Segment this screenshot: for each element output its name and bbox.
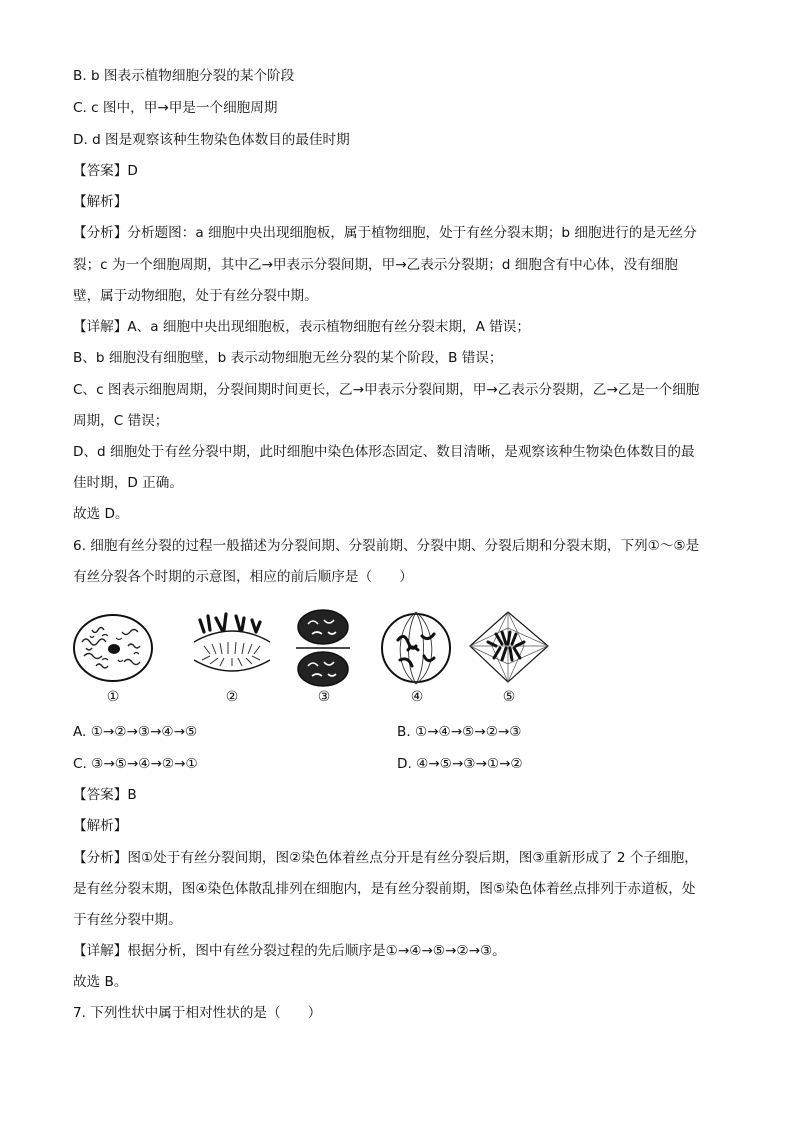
figure-label-2: ② [225,689,239,705]
detail-line-3: C、c 图表示细胞周期，分裂间期时间更长，乙→甲表示分裂间期，甲→乙表示分裂期，乙→乙是一个细胞 [73,382,700,398]
cell-figure-telophase [294,608,352,688]
option-d-text: D. d 图是观察该种生物染色体数目的最佳时期 [73,132,350,148]
option-b-text: B. b 图表示植物细胞分裂的某个阶段 [73,68,295,84]
q6-conclusion-text: 故选 B。 [73,974,128,990]
q6-option-c: C. ③→⑤→④→②→① [73,756,198,772]
detail-line-5: D、d 细胞处于有丝分裂中期，此时细胞中染色体形态固定、数目清晰，是观察该种生物染色体数目的最 [73,444,695,460]
q6-option-b: B. ①→④→⑤→②→③ [397,724,522,740]
detail-line-6: 佳时期，D 正确。 [73,475,183,491]
detail-line-2: B、b 细胞没有细胞壁，b 表示动物细胞无丝分裂的某个阶段，B 错误； [73,350,503,366]
analysis-line-1: 【分析】分析题图：a 细胞中央出现细胞板，属于植物细胞，处于有丝分裂末期；b 细胞进行的是无丝分 [73,225,697,241]
figure-label-3: ③ [317,689,331,705]
option-c-text: C. c 图中，甲→甲是一个细胞周期 [73,100,278,116]
q6-detail-text: 【详解】根据分析，图中有丝分裂过程的先后顺序是①→④→⑤→②→③。 [73,943,506,959]
q6-analysis-line-3: 于有丝分裂中期。 [73,912,182,928]
cell-figure-interphase [72,612,154,684]
q6-option-d: D. ④→⑤→③→①→② [397,756,523,772]
cell-figure-prophase [378,606,454,686]
cell-figure-metaphase [466,608,552,686]
q7-stem: 7. 下列性状中属于相对性状的是（ ） [73,1005,322,1021]
q6-option-a: A. ①→②→③→④→⑤ [73,724,198,740]
q6-answer-label: 【答案】B [73,787,137,803]
q6-analysis-heading: 【解析】 [73,818,128,834]
figure-label-1: ① [106,689,120,705]
cell-figure-anaphase [190,612,274,684]
answer-label: 【答案】D [73,163,138,179]
analysis-heading: 【解析】 [73,194,128,210]
q6-analysis-line-2: 是有丝分裂末期，图④染色体散乱排列在细胞内，是有丝分裂前期，图⑤染色体着丝点排列于赤道板，处 [73,881,696,897]
conclusion-text: 故选 D。 [73,506,129,522]
q6-analysis-line-1: 【分析】图①处于有丝分裂间期，图②染色体着丝点分开是有丝分裂后期，图③重新形成了 2 个子细胞， [73,850,698,866]
q6-stem-line-2: 有丝分裂各个时期的示意图，相应的前后顺序是（ ） [73,569,413,585]
figure-label-5: ⑤ [502,689,516,705]
figure-label-4: ④ [410,689,424,705]
analysis-line-2: 裂；c 为一个细胞周期，其中乙→甲表示分裂间期，甲→乙表示分裂期；d 细胞含有中心体，没有细胞 [73,257,678,273]
q6-stem-line-1: 6. 细胞有丝分裂的过程一般描述为分裂间期、分裂前期、分裂中期、分裂后期和分裂末期，下列①～⑤是 [73,538,700,554]
detail-line-4: 周期，C 错误； [73,413,169,429]
detail-line-1: 【详解】A、a 细胞中央出现细胞板，表示植物细胞有丝分裂末期，A 错误； [73,319,530,335]
analysis-line-3: 壁，属于动物细胞，处于有丝分裂中期。 [73,288,318,304]
